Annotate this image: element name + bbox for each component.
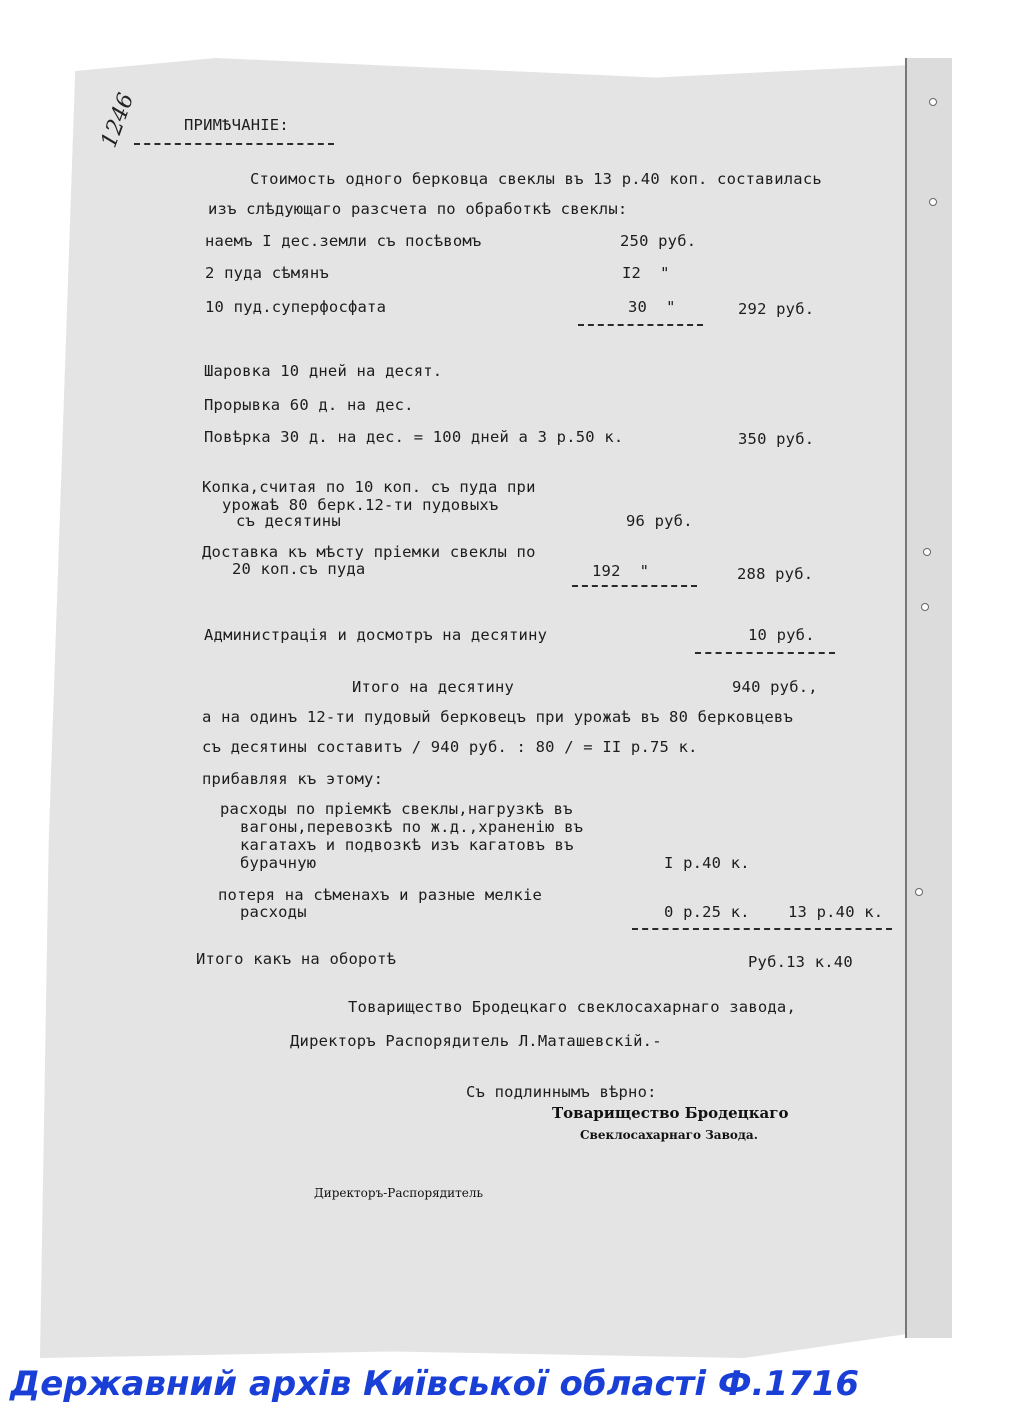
extra-amount: I р.40 к. xyxy=(664,854,750,872)
extra-line: вагоны,перевозкѣ по ж.д.,храненію въ xyxy=(240,818,584,836)
calc-line: съ десятины составитъ / 940 руб. : 80 / = II р.75 к. xyxy=(202,738,698,756)
calc-line: а на одинъ 12-ти пудовый берковецъ при урожаѣ въ 80 берковцевъ xyxy=(202,708,793,726)
extra-total: 13 р.40 к. xyxy=(788,903,884,921)
director-line: Директоръ Распорядитель Л.Маташевскій.- xyxy=(290,1032,662,1050)
itogo-label: Итого на десятину xyxy=(352,678,515,696)
final-amount: Руб.13 к.40 xyxy=(748,953,853,971)
stamp-line-2: Свеклосахарнаго Завода. xyxy=(580,1128,758,1142)
certified-line: Съ подлиннымъ вѣрно: xyxy=(466,1083,657,1101)
intro-line-2: изъ слѣдующаго разсчета по обработкѣ свеклы: xyxy=(208,200,628,218)
company-name: Товарищество Бродецкаго свеклосахарнаго завода, xyxy=(348,998,796,1016)
work-line: Повѣрка 30 д. на дес. = 100 дней а 3 р.50 к. xyxy=(204,428,624,446)
stamp-director: Директоръ-Распорядитель xyxy=(314,1186,483,1200)
itogo-amount: 940 руб., xyxy=(732,678,818,696)
kopka-line: урожаѣ 80 берк.12-ти пудовыхъ xyxy=(222,496,499,514)
admin-label: Администрація и досмотръ на десятину xyxy=(204,626,548,644)
item-label: 10 пуд.суперфосфата xyxy=(205,298,387,316)
extra-line: бурачную xyxy=(240,854,317,872)
work-line: Прорывка 60 д. на дес. xyxy=(204,396,414,414)
dostavka-line: 20 коп.съ пуда xyxy=(232,560,366,578)
stamp-line-1: Товарищество Бродецкаго xyxy=(552,1104,789,1122)
extra-line: расходы xyxy=(240,903,307,921)
dostavka-line: Доставка къ мѣсту пріемки свеклы по xyxy=(202,543,536,561)
extra-line: потеря на сѣменахъ и разные мелкіе xyxy=(218,886,543,904)
sum-rule xyxy=(632,928,892,930)
extra-line: кагатахъ и подвозкѣ изъ кагатовъ въ xyxy=(240,836,574,854)
title-underline xyxy=(134,143,334,145)
calc-line: прибавляя къ этому: xyxy=(202,770,384,788)
kopka-line: съ десятины xyxy=(236,512,341,530)
final-label: Итого какъ на оборотѣ xyxy=(196,950,397,968)
item-amount: 30 " xyxy=(628,298,676,316)
group-total: 292 руб. xyxy=(738,300,815,318)
binding-strip xyxy=(905,58,952,1338)
group-total: 350 руб. xyxy=(738,430,815,448)
extra-line: расходы по пріемкѣ свеклы,нагрузкѣ въ xyxy=(220,800,573,818)
admin-amount: 10 руб. xyxy=(748,626,815,644)
sum-rule xyxy=(578,324,703,326)
intro-line-1: Стоимость одного берковца свеклы въ 13 р.40 коп. составилась xyxy=(250,170,822,188)
kopka-amount: 96 руб. xyxy=(626,512,693,530)
extra-amount: 0 р.25 к. xyxy=(664,903,750,921)
archive-caption: Державний архів Київської області Ф.1716 xyxy=(10,1364,860,1404)
work-line: Шаровка 10 дней на десят. xyxy=(204,362,443,380)
dostavka-amount: 192 " xyxy=(592,562,650,580)
group-total: 288 руб. xyxy=(737,565,814,583)
item-amount: I2 " xyxy=(622,264,670,282)
page-title: ПРИМѢЧАНІЕ: xyxy=(184,116,289,134)
sum-rule xyxy=(695,652,835,654)
item-label: наемъ I дес.земли съ посѣвомъ xyxy=(205,232,482,250)
handwritten-number: 1246 xyxy=(96,89,140,152)
kopka-line: Копка,считая по 10 коп. съ пуда при xyxy=(202,478,536,496)
item-amount: 250 руб. xyxy=(620,232,697,250)
item-label: 2 пуда сѣмянъ xyxy=(205,264,329,282)
sum-rule xyxy=(572,585,697,587)
